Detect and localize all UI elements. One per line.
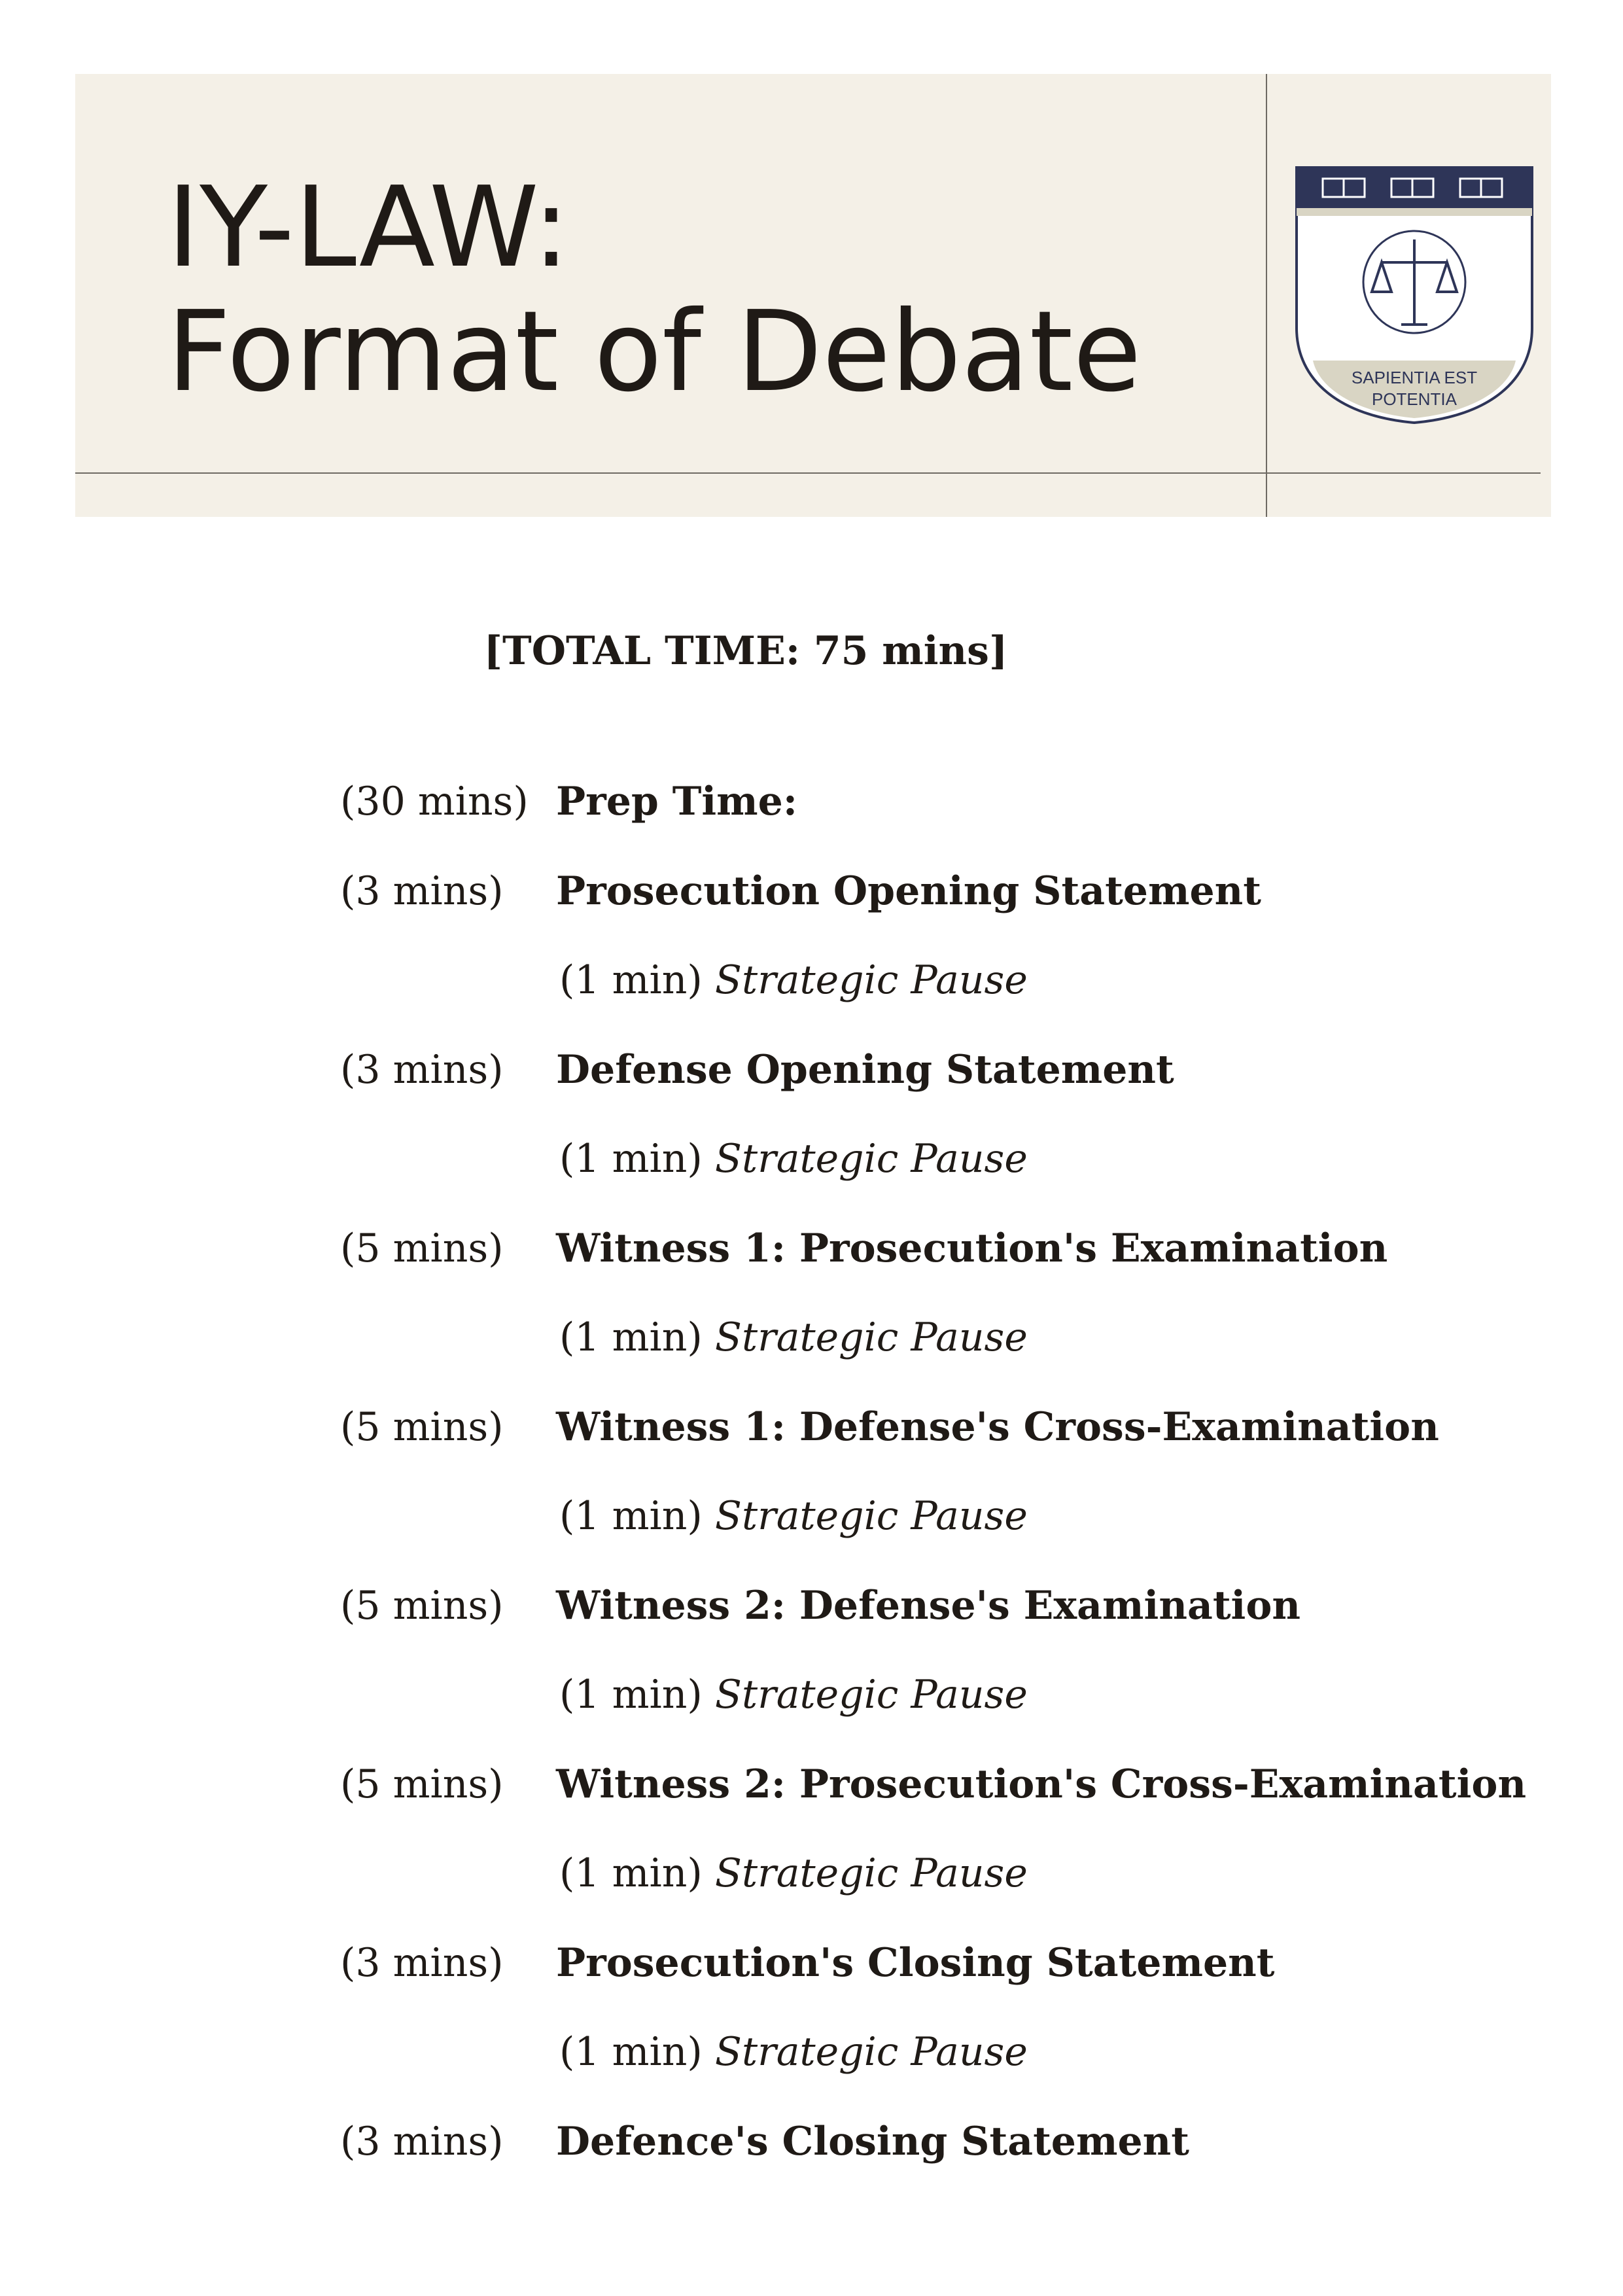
segment-name: Prosecution Opening Statement [556,868,1261,914]
pause-row [0,1136,1570,1195]
header-banner [75,74,1551,517]
pause-label: Strategic Pause [714,1315,1028,1360]
segment-name: Defence's Closing Statement [556,2118,1189,2164]
segment-name: Prosecution's Closing Statement [556,1939,1275,1986]
schedule-row [0,1404,1570,1463]
schedule-row [0,1940,1570,1999]
pause-duration-value: (1 min) [559,1136,703,1182]
pause-row [0,1493,1570,1552]
pause-duration [559,2029,1028,2075]
segment-duration: (5 mins) [340,1225,504,1271]
crest-motto-line-2: POTENTIA [1371,389,1457,409]
pause-duration [559,1136,1028,1182]
pause-label: Strategic Pause [714,1493,1028,1539]
pause-duration [559,1315,1028,1360]
segment-duration: (5 mins) [340,1404,504,1450]
pause-label: Strategic Pause [714,1672,1028,1718]
pause-row [0,957,1570,1016]
pause-label: Strategic Pause [714,1136,1028,1182]
pause-row [0,1315,1570,1373]
segment-name: Witness 1: Defense's Cross-Examination [556,1404,1439,1450]
segment-duration: (3 mins) [340,2118,504,2164]
pause-duration [559,1672,1028,1718]
segment-name: Prep Time: [556,779,797,824]
total-time: [TOTAL TIME: 75 mins] [483,628,1008,674]
segment-duration: (3 mins) [340,1939,504,1986]
schedule-row [0,1761,1570,1820]
pause-duration-value: (1 min) [559,1315,703,1360]
pause-row [0,1672,1570,1731]
title-line-1: IY-LAW: [167,163,570,292]
schedule-row [0,1583,1570,1642]
schedule-row [0,779,1570,838]
pause-label: Strategic Pause [714,1850,1028,1896]
title-line-2: Format of Debate [167,287,1142,417]
pause-duration-value: (1 min) [559,2029,703,2075]
segment-duration: (5 mins) [340,1761,504,1807]
pause-duration-value: (1 min) [559,957,703,1003]
pause-duration-value: (1 min) [559,1672,703,1718]
segment-name: Witness 1: Prosecution's Examination [556,1225,1388,1271]
segment-name: Witness 2: Defense's Examination [556,1582,1300,1629]
pause-row [0,1850,1570,1909]
pause-duration [559,957,1028,1003]
pause-duration-value: (1 min) [559,1850,703,1896]
schedule-row [0,1047,1570,1106]
segment-duration: (5 mins) [340,1582,504,1629]
pause-duration-value: (1 min) [559,1493,703,1539]
pause-label: Strategic Pause [714,2029,1028,2075]
pause-duration [559,1493,1028,1539]
segment-duration: (3 mins) [340,868,504,914]
segment-duration: (3 mins) [340,1046,504,1093]
pause-label: Strategic Pause [714,957,1028,1003]
segment-duration: (30 mins) [340,779,529,824]
segment-name: Witness 2: Prosecution's Cross-Examination [556,1761,1527,1807]
schedule-row [0,2119,1570,2178]
pause-row [0,2029,1570,2088]
segment-name: Defense Opening Statement [556,1046,1174,1093]
crest-logo [1293,164,1535,439]
pause-duration [559,1850,1028,1896]
page-title [167,163,1142,417]
crest-motto-line-1: SAPIENTIA EST [1351,368,1478,387]
header-divider-horizontal [75,472,1541,474]
schedule-row [0,1226,1570,1284]
schedule-row [0,868,1570,927]
header-divider-vertical [1266,74,1267,517]
